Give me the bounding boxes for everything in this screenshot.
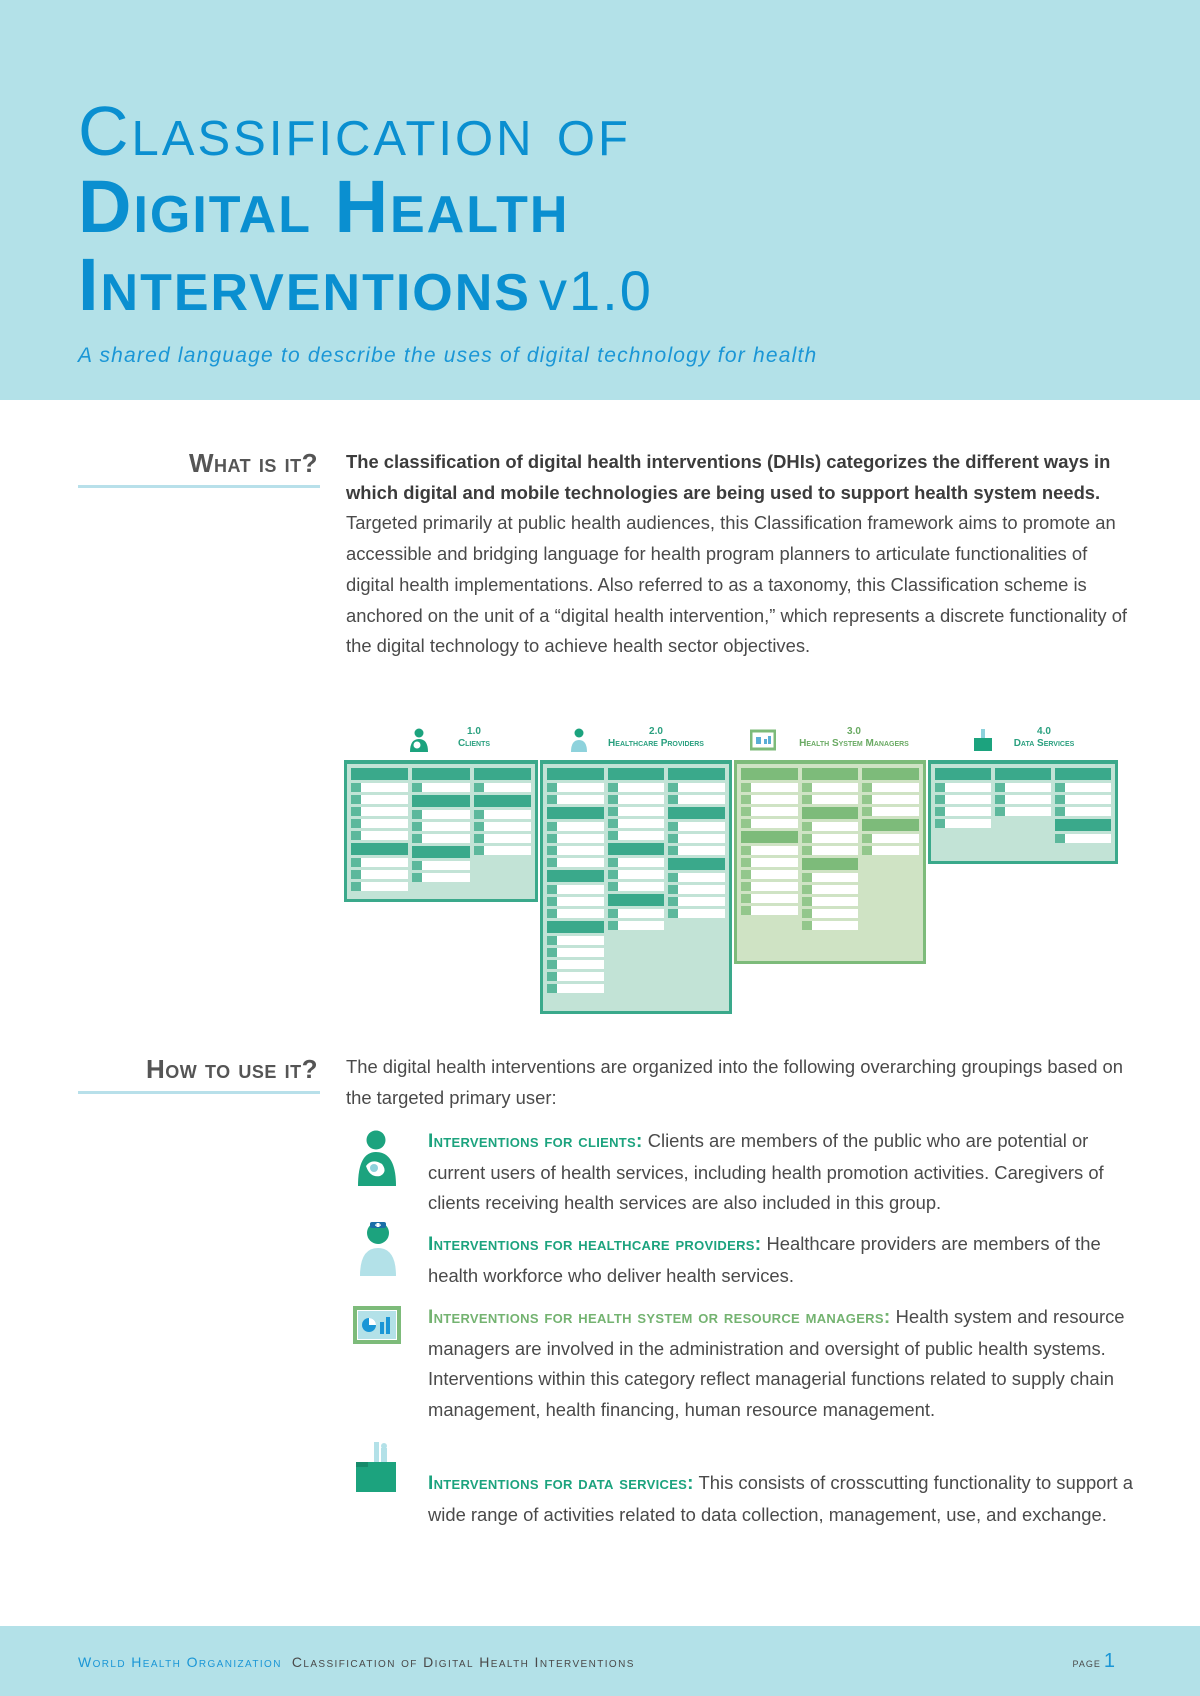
what-text: Targeted primarily at public health audiences, this Classification framework aims to promote an accessible and bridging language for health program planners to articulate functionalities of digital health implementations. Also referred to as a taxonomy, this Classification scheme is anchored on the unit of a “digital health intervention,” which represents a discrete functionality of the digital technology to achieve health sector objectives. — [346, 512, 1128, 657]
item-text-clients: Clients are members of the public who are potential or current users of health services, including health promotion activities. Caregivers of clients receiving health services are also included in this group. — [428, 1130, 1104, 1214]
client-icon — [352, 1130, 404, 1186]
list-item-clients — [428, 1126, 1138, 1219]
item-lead-data-services: Interventions for data services: — [428, 1473, 694, 1494]
version-label: v1.0 — [539, 259, 653, 322]
item-lead-providers: Interventions for healthcare providers: — [428, 1234, 762, 1255]
header-banner — [0, 0, 1200, 400]
item-text-providers: Healthcare providers are members of the health workforce who deliver health services. — [428, 1233, 1101, 1286]
footer-title — [78, 1654, 635, 1670]
column-name: Clients — [457, 738, 491, 749]
list-item-managers — [428, 1302, 1138, 1426]
document-title — [78, 92, 653, 328]
column-head-data-services — [974, 726, 1114, 750]
title-line-2: Digital Health — [78, 165, 570, 248]
item-lead-managers: Interventions for health system or resource managers: — [428, 1307, 891, 1328]
column-name: Health System Managers — [799, 738, 909, 749]
column-head-clients — [414, 726, 534, 750]
diagram-column-clients — [344, 760, 538, 902]
what-is-it-heading: What is it? — [78, 448, 320, 488]
how-to-use-it-heading: How to use it? — [78, 1054, 320, 1094]
how-intro-paragraph: The digital health interventions are organized into the following overarching groupings based on the targeted primary user: — [346, 1056, 1123, 1108]
column-name: Healthcare Providers — [608, 738, 704, 749]
diagram-column-data-services — [928, 760, 1118, 864]
title-line-3-text: Interventions — [78, 243, 531, 326]
footer-org: World Health Organization — [78, 1654, 282, 1670]
item-lead-clients: Interventions for clients: — [428, 1131, 643, 1152]
diagram-column-managers — [734, 760, 926, 964]
healthcare-provider-icon — [352, 1220, 404, 1276]
classification-framework-diagram — [344, 724, 1124, 1014]
title-line-3 — [78, 243, 653, 328]
footer-doc-title: Classification of Digital Health Interventions — [291, 1654, 635, 1670]
what-bold-text: The classification of digital health interventions (DHIs) categorizes the different ways in which digital and mobile technologies are being used to support health system needs. — [346, 451, 1111, 503]
data-services-icon — [352, 1438, 404, 1494]
column-number: 2.0 — [649, 726, 663, 737]
column-number: 3.0 — [847, 726, 861, 737]
column-name: Data Services — [1013, 738, 1075, 749]
health-system-manager-icon — [352, 1302, 404, 1358]
title-line-1: Classification of — [78, 92, 631, 170]
column-head-providers — [576, 726, 736, 750]
column-number: 1.0 — [467, 726, 481, 737]
diagram-column-providers — [540, 760, 732, 1014]
subtitle: A shared language to describe the uses of digital technology for health — [78, 344, 818, 367]
footer — [0, 1626, 1200, 1696]
manager-mini-icon — [750, 728, 776, 752]
page-label: page — [1072, 1655, 1101, 1670]
list-item-data-services — [428, 1468, 1138, 1530]
item-text-managers: Health system and resource managers are involved in the administration and oversight of public health systems. Interventions within this category reflect managerial functions related to supply chain management, health financing, human resource management. — [428, 1306, 1125, 1421]
what-is-it-paragraph — [346, 447, 1136, 662]
column-number: 4.0 — [1037, 726, 1051, 737]
item-text-data-services: This consists of crosscutting functionality to support a wide range of activities related to data collection, management, use, and exchange. — [428, 1472, 1133, 1525]
page-number-value: 1 — [1103, 1650, 1116, 1672]
column-head-managers — [774, 726, 934, 750]
page-number — [1073, 1650, 1116, 1673]
list-item-providers — [428, 1229, 1138, 1291]
